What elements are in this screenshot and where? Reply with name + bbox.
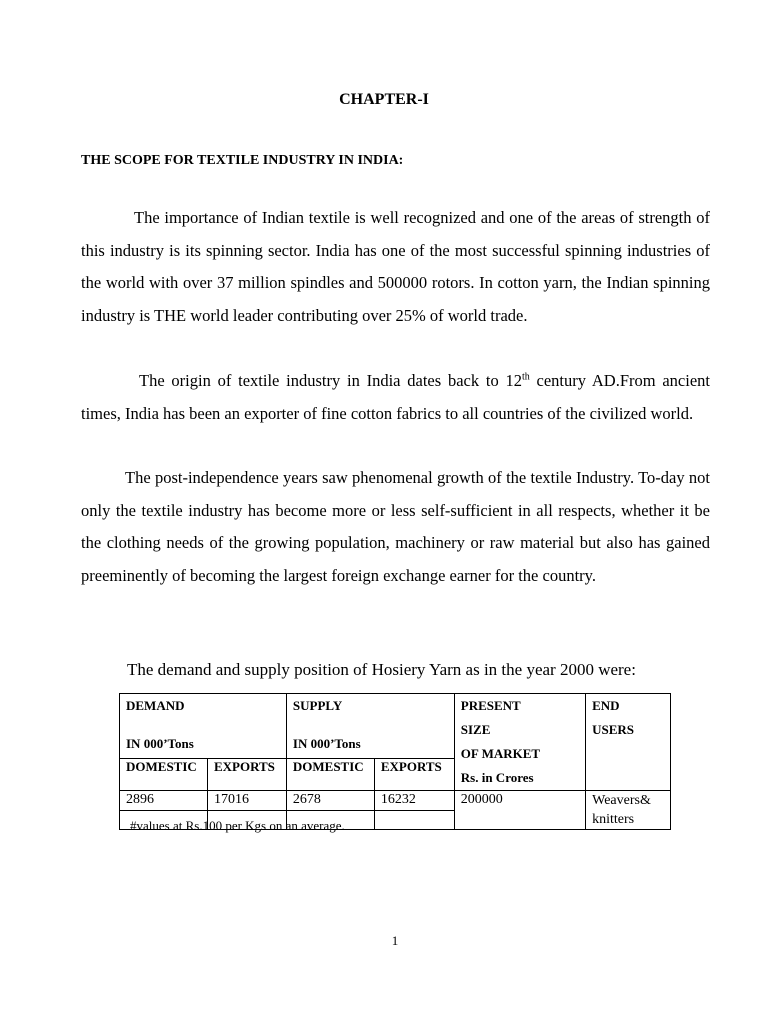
hosiery-yarn-table: [119, 693, 671, 830]
empty-cell: [374, 811, 454, 830]
chapter-title: CHAPTER-I: [339, 91, 429, 108]
section-heading: THE SCOPE FOR TEXTILE INDUSTRY IN INDIA:: [81, 153, 404, 168]
subheader-supply-exports: EXPORTS: [374, 759, 454, 791]
end-users-label-1: END: [592, 698, 620, 713]
market-size-label-1: PRESENT SIZE: [460, 698, 521, 737]
paragraph-origin: [81, 365, 710, 430]
subheader-demand-exports: EXPORTS: [207, 759, 286, 791]
demand-label: DEMAND: [126, 698, 185, 713]
table-footnote: #values at Rs.100 per Kgs on an average.: [130, 818, 345, 833]
table-row: [120, 791, 671, 811]
subheader-supply-domestic: DOMESTIC: [286, 759, 374, 791]
table-caption: The demand and supply position of Hosiery Yarn as in the year 2000 were:: [127, 660, 636, 679]
market-size-unit: Rs. in Crores: [460, 770, 534, 785]
market-size-header-cell: [454, 694, 585, 791]
page-number: 1: [391, 933, 399, 948]
supply-unit: IN 000’Tons: [292, 736, 361, 751]
paragraph-importance: The importance of Indian textile is well recognized and one of the areas of strength of this industry is its spinning sector. India has one of the most successful spinning industries of the world with over 37 million spindles and 500000 rotors. In cotton yarn, the Indian spinning industry is THE world leader contributing over 25% of world trade.: [81, 208, 710, 325]
demand-domestic-value: 2896: [120, 791, 208, 811]
table-header-row: [120, 694, 671, 759]
end-users-header-cell: [586, 694, 671, 791]
demand-unit: IN 000’Tons: [126, 736, 194, 751]
market-size-label-2: OF MARKET: [460, 746, 541, 761]
paragraph-origin-text-start: The origin of textile industry in India dates back to 12: [139, 371, 522, 390]
supply-domestic-value: 2678: [286, 791, 374, 811]
end-users-value: Weavers& knitters: [586, 791, 671, 830]
supply-exports-value: 16232: [374, 791, 454, 811]
end-users-label-2: USERS: [592, 722, 635, 737]
demand-header-cell: [120, 694, 287, 759]
market-size-value: 200000: [454, 791, 585, 830]
supply-header-cell: [286, 694, 454, 759]
ordinal-superscript: th: [521, 371, 530, 383]
paragraph-origin-text-end: century AD.From ancient times, India has been an exporter of fine cotton fabrics to all countries of the civilized world.: [81, 371, 711, 423]
supply-label: SUPPLY: [292, 698, 343, 713]
subheader-demand-domestic: DOMESTIC: [120, 759, 208, 791]
demand-exports-value: 17016: [207, 791, 286, 811]
paragraph-post-independence: The post-independence years saw phenomenal growth of the textile Industry. To-day not only the textile industry has become more or less self-sufficient in all respects, whether it be the clothing needs of the growing population, machinery or raw material but also has gained preeminently of becoming the largest foreign exchange earner for the country.: [81, 468, 710, 585]
